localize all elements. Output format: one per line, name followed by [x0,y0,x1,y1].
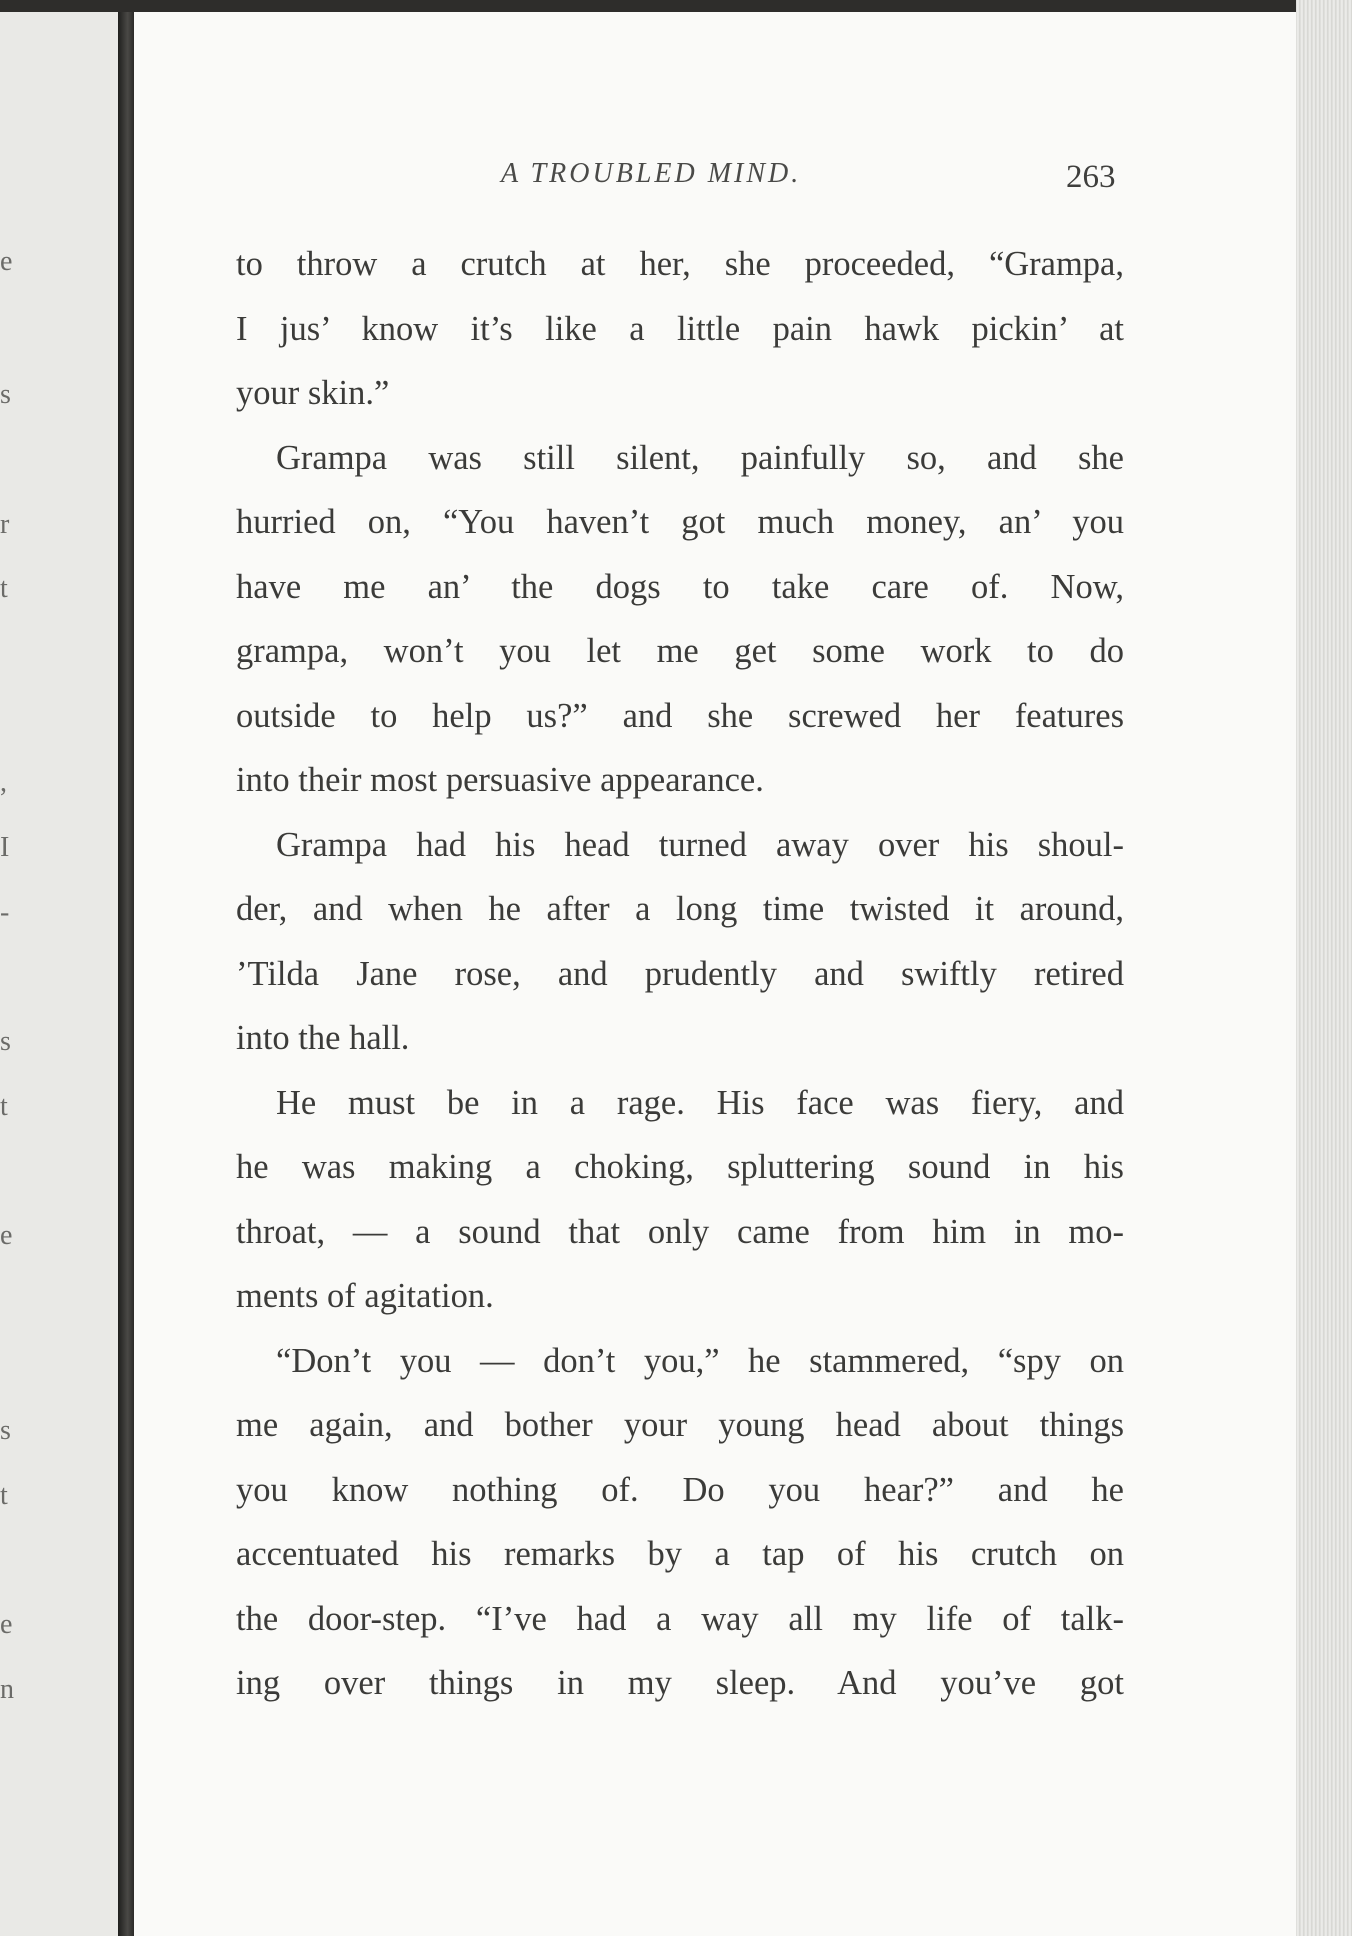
margin-fragment: e [0,1609,13,1640]
text-line: Grampa had his head turned away over his shoul- [276,825,1124,864]
text-line: accentuated his remarks by a tap of his crutch on [236,1535,1124,1573]
margin-fragment: s [0,1415,11,1446]
text-line: you know nothing of. Do you hear?” and he [236,1470,1124,1509]
running-head: A TROUBLED MIND. [501,158,802,189]
text-line: into their most persuasive appearance. [236,761,764,799]
text-line: grampa, won’t you let me get some work to do [236,632,1124,670]
page-edges [1296,0,1352,1936]
text-line: he was making a choking, spluttering sound in his [236,1148,1124,1186]
margin-fragment: r [0,509,10,540]
margin-fragment: s [0,1026,11,1057]
text-line: your skin.” [236,374,390,412]
text-line: I jus’ know it’s like a little pain hawk pickin’ at [236,309,1124,348]
text-line: to throw a crutch at her, she proceeded, “Grampa, [236,245,1124,283]
top-shadow [0,0,1352,12]
text-line: have me an’ the dogs to take care of. Now, [236,567,1124,606]
text-line: outside to help us?” and she screwed her features [236,696,1124,735]
margin-fragment: t [0,573,8,604]
margin-fragment: , [0,767,7,798]
text-line: “Don’t you — don’t you,” he stammered, “spy on [276,1341,1124,1380]
text-line: der, and when he after a long time twisted it around, [236,890,1124,928]
text-line: the door-step. “I’ve had a way all my life of talk- [236,1599,1124,1638]
margin-fragment: s [0,379,11,410]
text-line: hurried on, “You haven’t got much money, an’ you [236,503,1124,541]
margin-fragment: e [0,246,13,277]
text-line: ments of agitation. [236,1277,494,1315]
body-text [236,232,1124,1716]
margin-fragment: e [0,1220,13,1251]
book-gutter [118,12,134,1936]
margin-fragment: t [0,1091,8,1122]
text-line: Grampa was still silent, painfully so, and she [276,438,1124,477]
text-line: ing over things in my sleep. And you’ve got [236,1664,1124,1702]
margin-fragment: t [0,1480,8,1511]
text-line: ’Tilda Jane rose, and prudently and swiftly retired [236,954,1124,993]
margin-fragment: I [0,832,10,863]
previous-page-sliver [0,12,118,1936]
text-line: He must be in a rage. His face was fiery, and [276,1083,1124,1122]
text-line: into the hall. [236,1019,410,1057]
text-line: me again, and bother your young head about things [236,1406,1124,1444]
margin-fragment: n [0,1674,14,1705]
text-line: throat, — a sound that only came from him in mo- [236,1212,1124,1251]
margin-fragment: - [0,897,10,928]
page-number: 263 [1066,159,1116,195]
